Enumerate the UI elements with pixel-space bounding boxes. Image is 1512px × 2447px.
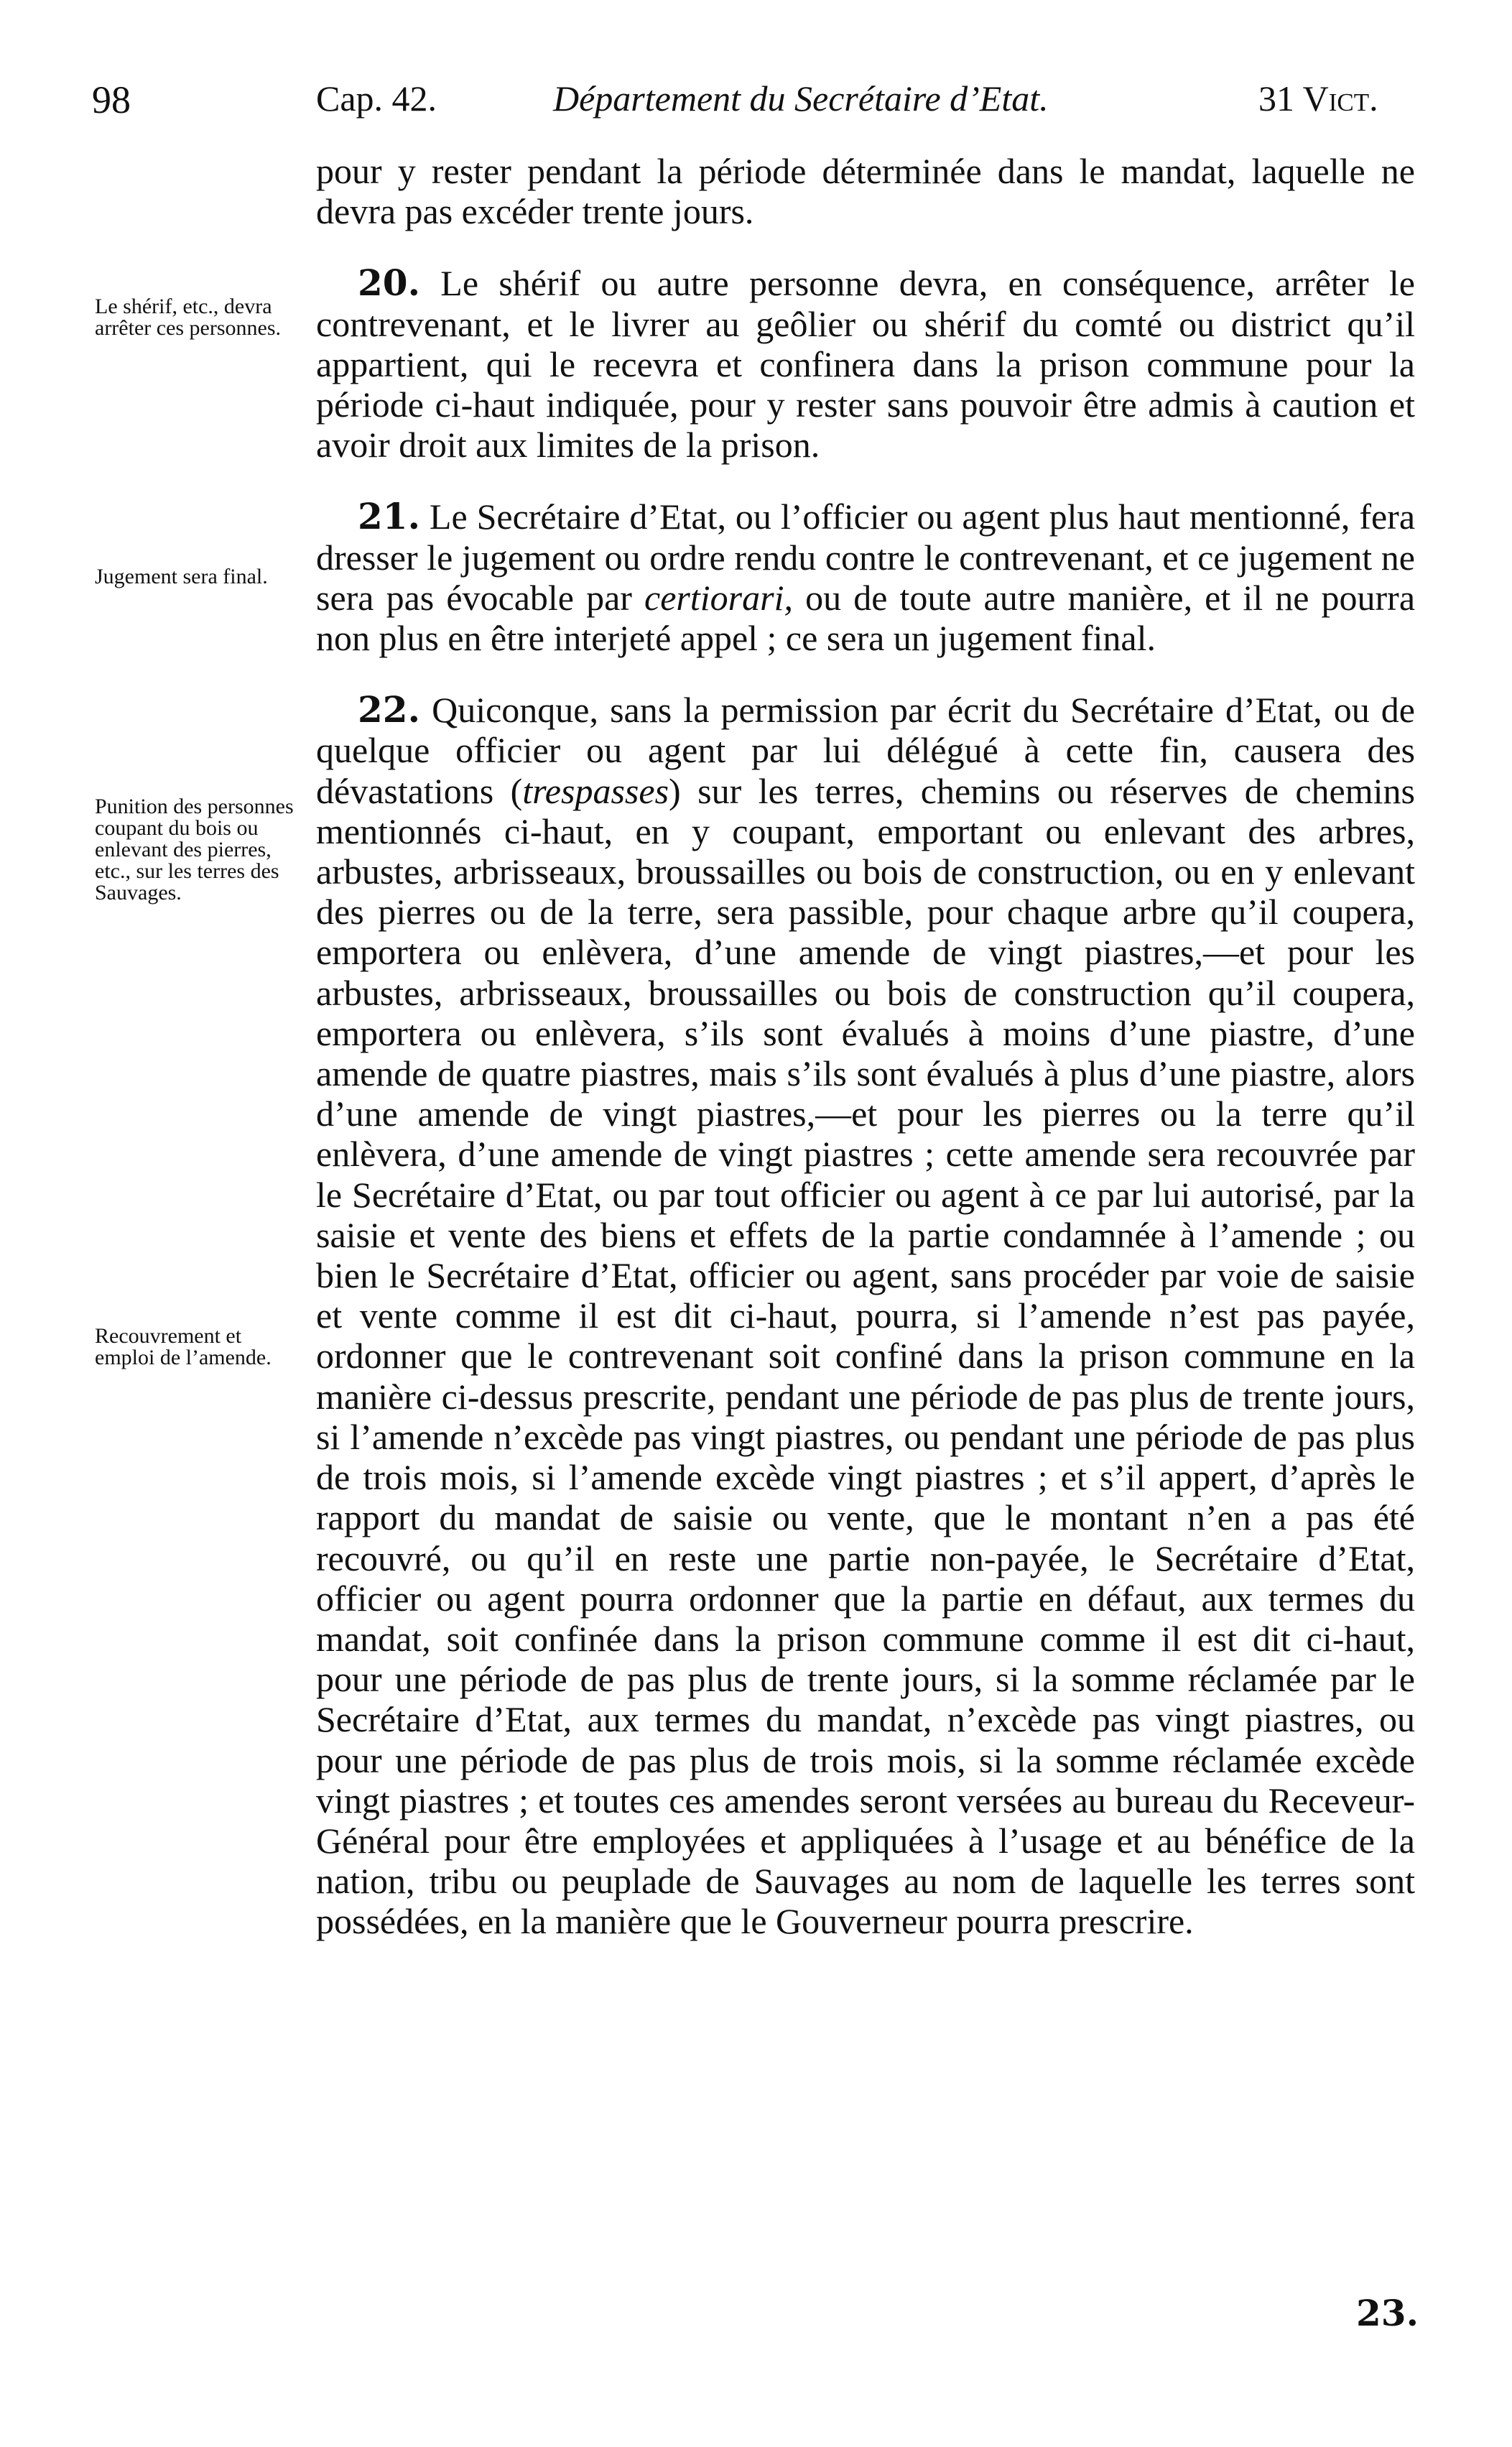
running-header: [0, 78, 1512, 128]
continuation-paragraph: pour y rester pendant la période déterminée dans le mandat, laquelle ne devra pas excéder trente jours.: [316, 151, 1415, 232]
margin-note-sheriff: Le shérif, etc., devra arrêter ces personnes.: [95, 295, 282, 340]
chapter-label: Cap. 42.: [316, 78, 437, 119]
running-title: Département du Secrétaire d’Etat.: [553, 78, 1049, 119]
section-number: 21.: [358, 495, 420, 538]
section-text: Le shérif ou autre personne devra, en conséquence, arrêter le contrevenant, et le livrer au geôlier ou shérif du comté ou district qu’il appartient, qui le recevra et confinera dans la prison commune pour la période ci-haut indiquée, pour y rester sans pouvoir être admis à caution et avoir droit aux limites de la prison.: [316, 263, 1416, 466]
section-number: 22.: [358, 688, 420, 731]
margin-note-judgment-final: Jugement sera final.: [95, 565, 268, 588]
section-text: ) sur les terres, chemins ou réserves de chemins mentionnés ci-haut, en y coupant, emportant ou enlevant des arbres, arbustes, arbrisseaux, broussailles ou bois de construction, ou en y enlevant des pierres ou de la terre, sera passible, pour chaque arbre qu’il coupera, emportera ou enlèvera, d’une amende de vingt piastres,—et pour les arbustes, arbrisseaux, broussailles ou bois de construction qu’il coupera, emportera ou enlèvera, s’ils sont évalués à moins d’une piastre, d’une amende de quatre piastres, mais s’ils sont évalués à plus d’une piastre, alors d’une amende de vingt piastres,—et pour les pierres ou la terre qu’il enlèvera, d’une amende de vingt piastres ; cette amende sera recouvrée par le Secrétaire d’Etat, ou par tout officier ou agent à ce par lui autorisé, par la saisie et vente des biens et effets de la partie condamnée à l’amende ; ou bien le Secrétaire d’Etat, officier ou agent, sans procéder par voie de saisie et vente comme il est dit ci-haut, pourra, si l’amende n’est pas payée, ordonner que le contrevenant soit confiné dans la prison commune en la manière ci-dessus prescrite, pendant une période de pas plus de trente jours, si l’amende n’excède pas vingt piastres, ou pendant une période de pas plus de trois mois, si l’amende excède vingt piastres ; et s’il appert, d’après le rapport du mandat de saisie ou vente, que le montant n’en a pas été recouvré, ou qu’il en reste une partie non-payée, le Secrétaire d’Etat, officier ou agent pourra ordonner que la partie en défaut, aux termes du mandat, soit confinée dans la prison commune comme il est dit ci-haut, pour une période de pas plus de trente jours, si la somme réclamée par le Secrétaire d’Etat, aux termes du mandat, n’excède pas vingt piastres, ou pour une période de pas plus de trois mois, si la somme réclamée excède vingt piastres ; et toutes ces amendes seront versées au bureau du Receveur-Général pour être employées et appliquées à l’usage et au bénéfice de la nation, tribu ou peuplade de Sauvages au nom de laquelle les terres sont possédées, en la manière que le Gouverneur pourra prescrire.: [316, 770, 1415, 1942]
page-number: 98: [92, 78, 131, 121]
margin-note-recovery: Recouvrement et emploi de l’amende.: [95, 1324, 272, 1369]
section-20: [316, 263, 1415, 465]
section-text: Le Secrétaire d’Etat, ou l’officier ou agent plus haut mentionné, fera dresser le jugement ou ordre rendu contre le contrevenant, et ce jugement ne sera pas évocable par: [316, 496, 1416, 618]
italic-term: certiorari,: [644, 577, 793, 618]
section-21: [316, 496, 1415, 658]
section-text: Quiconque, sans la permission par écrit du Secrétaire d’Etat, ou de quelque officier ou agent par lui délégué à cette fin, causera des dévastations (: [316, 690, 1416, 811]
catchword: 23.: [1356, 2292, 1419, 2334]
section-text: ou de toute autre manière, et il ne pourra non plus en être interjeté appel ; ce sera un jugement final.: [316, 577, 1416, 659]
section-number: 20.: [358, 262, 420, 305]
section-22: [316, 690, 1415, 1941]
italic-term: trespasses: [522, 770, 669, 811]
margin-note-punishment: Punition des personnes coupant du bois ou enlevant des pierres, etc., sur les terres des Sauvages.: [95, 795, 294, 905]
body-text: [316, 151, 1415, 1942]
regnal-year: 31 Vict.: [1258, 78, 1378, 119]
